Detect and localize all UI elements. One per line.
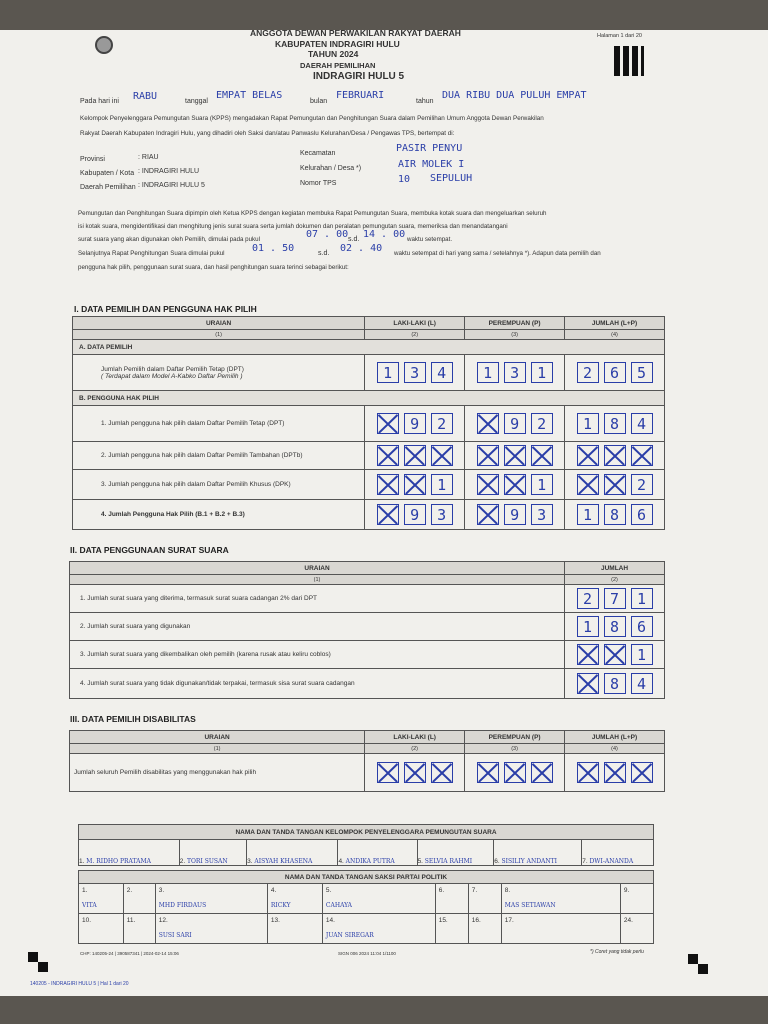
kpps-sign-5: 5. SELVIA RAHMI	[417, 840, 494, 866]
paragraph-line-5: pengguna hak pilih, penggunaan surat suara, dan hasil penghitungan suara terinci sebagai berikut:	[78, 264, 349, 271]
saksi-7: 7.	[468, 884, 501, 914]
s1-col-perempuan: PEREMPUAN (P)	[465, 317, 565, 330]
paragraph-line-3b: waktu setempat.	[407, 236, 453, 243]
corner-marker-left	[28, 952, 38, 962]
s1-b4-laki: 9 3	[365, 504, 464, 525]
s1-sub-b: B. PENGGUNA HAK PILIH	[73, 391, 665, 406]
s3-row-label: Jumlah seluruh Pemilih disabilitas yang menggunakan hak pilih	[70, 754, 365, 792]
paragraph-line-3: surat suara yang akan digunakan oleh Pemilih, dimulai pada pukul	[78, 236, 260, 243]
s2-row4-label: 4. Jumlah surat suara yang tidak digunakan/tidak terpakai, termasuk sisa surat suara cadangan	[70, 669, 565, 699]
saksi-sign-title: NAMA DAN TANDA TANGAN SAKSI PARTAI POLITIK	[79, 871, 654, 884]
s1-b4-label: 4. Jumlah Pengguna Hak Pilih (B.1 + B.2 + B.3)	[73, 500, 365, 530]
s3-jumlah	[565, 762, 664, 783]
kpps-sign-row	[79, 840, 654, 866]
saksi-3: 3. MHD FIRDAUS	[155, 884, 267, 914]
s3-colnum-3: (3)	[465, 744, 565, 754]
saksi-14: 14. JUAN SIREGAR	[322, 914, 435, 944]
kpps-sign-2: 2. TORI SUSAN	[179, 840, 246, 866]
bulan-label: bulan	[310, 98, 328, 105]
tps-number: 10	[398, 174, 411, 185]
footer-bottom-text: 140205 - INDRAGIRI HULU 5 | Hal 1 dari 20	[30, 981, 129, 987]
footer-center-code: SIGN 006 2024 11:04 1/1100	[338, 951, 396, 956]
form-logo	[95, 36, 113, 54]
tanggal-label: tanggal	[185, 98, 208, 105]
s2-colnum-2: (2)	[565, 575, 665, 585]
kpps-sign-1: 1. M. RIDHO PRATAMA	[79, 840, 180, 866]
section1-table	[72, 316, 665, 530]
s1-b3-perempuan: 1	[465, 474, 564, 495]
s1-dpt-jumlah: 2 6 5	[565, 362, 664, 383]
section1-title: I. DATA PEMILIH DAN PENGGUNA HAK PILIH	[74, 304, 257, 314]
sd-1: s.d.	[348, 236, 360, 243]
footer-left-code: CHP: 140205-24 | 390587341 | 2024-02-14 15:06	[80, 951, 179, 956]
saksi-1: 1. VITA	[79, 884, 124, 914]
s1-dpt-line-1: Jumlah Pemilih dalam Daftar Pemilih Tetap (DPT)	[101, 365, 244, 373]
start-time-2: 01 . 50	[252, 243, 295, 254]
saksi-12: 12. SUSI SARI	[155, 914, 267, 944]
s1-sub-a: A. DATA PEMILIH	[73, 340, 665, 355]
tps-text: SEPULUH	[430, 173, 473, 184]
paragraph-line-4b: waktu setempat di hari yang sama / setelahnya *). Adapun data pemilih dan	[394, 250, 601, 257]
tanggal-value: EMPAT BELAS	[216, 90, 283, 101]
saksi-15: 15.	[435, 914, 468, 944]
s1-b3-label: 3. Jumlah pengguna hak pilih dalam Daftar Pemilih Khusus (DPK)	[73, 470, 365, 500]
corner-marker-left-2	[38, 962, 48, 972]
provinsi-value: : RIAU	[138, 154, 159, 161]
saksi-13: 13.	[267, 914, 322, 944]
s1-b3-jumlah: 2	[565, 474, 664, 495]
tahun-label: tahun	[416, 98, 434, 105]
s3-laki	[365, 762, 464, 783]
signature-table	[78, 824, 654, 866]
s1-b3-laki: 1	[365, 474, 464, 495]
end-time-2: 02 . 40	[340, 243, 383, 254]
saksi-16: 16.	[468, 914, 501, 944]
paragraph-line-2: isi kotak suara, mengidentifikasi dan menghitung jenis surat suara serta jumlah dokumen dan peralatan pemungutan suara, memeriksa dan menandatangani	[78, 223, 508, 230]
s1-dpt-laki: 1 3 4	[365, 362, 464, 383]
saksi-5: 5. CAHAYA	[322, 884, 435, 914]
s1-colnum-1: (1)	[73, 330, 365, 340]
s1-col-uraian: URAIAN	[73, 317, 365, 330]
provinsi-label: Provinsi	[80, 156, 105, 163]
saksi-4: 4. RICKY	[267, 884, 322, 914]
s1-b2-label: 2. Jumlah pengguna hak pilih dalam Daftar Pemilih Tambahan (DPTb)	[73, 442, 365, 470]
tps-label: Nomor TPS	[300, 180, 337, 187]
s3-colnum-1: (1)	[70, 744, 365, 754]
form-paper	[0, 30, 768, 996]
saksi-10: 10.	[79, 914, 124, 944]
s3-perempuan	[465, 762, 564, 783]
s1-b1-label: 1. Jumlah pengguna hak pilih dalam Daftar Pemilih Tetap (DPT)	[73, 406, 365, 442]
saksi-6: 6.	[435, 884, 468, 914]
s2-row1-label: 1. Jumlah surat suara yang diterima, termasuk surat suara cadangan 2% dari DPT	[70, 585, 565, 613]
s2-row2-jumlah: 1 8 6	[565, 616, 664, 637]
saksi-row-1	[79, 884, 654, 914]
s1-b2-perempuan	[465, 445, 564, 466]
pada-hari-label: Pada hari ini	[80, 98, 119, 105]
s1-b1-jumlah: 1 8 4	[565, 413, 664, 434]
s1-colnum-3: (3)	[465, 330, 565, 340]
s1-b4-jumlah: 1 8 6	[565, 504, 664, 525]
bulan-value: FEBRUARI	[336, 90, 385, 101]
s1-dpt-label	[73, 355, 365, 391]
s1-dpt-line-2: ( Terdapat dalam Model A-Kabko Daftar Pemilih )	[101, 372, 243, 380]
footnote: *) Coret yang tidak perlu	[590, 949, 644, 955]
s2-row3-label: 3. Jumlah surat suara yang dikembalikan oleh pemilih (karena rusak atau keliru coblos)	[70, 641, 565, 669]
s2-row4-jumlah: 8 4	[565, 673, 664, 694]
section2-table	[69, 561, 665, 699]
dapil-location-value: : INDRAGIRI HULU 5	[138, 182, 205, 189]
s2-row3-jumlah: 1	[565, 644, 664, 665]
page-number: Halaman 1 dari 20	[597, 33, 642, 39]
dapil-location-label: Daerah Pemilihan	[80, 184, 136, 191]
saksi-table	[78, 870, 654, 944]
s3-colnum-2: (2)	[365, 744, 465, 754]
section3-title: III. DATA PEMILIH DISABILITAS	[70, 714, 196, 724]
dapil-label: DAERAH PEMILIHAN	[300, 61, 376, 70]
s2-row1-jumlah: 2 7 1	[565, 588, 664, 609]
paragraph-line-4: Selanjutnya Rapat Penghitungan Suara dimulai pukul	[78, 250, 225, 257]
section3-table	[69, 730, 665, 792]
s1-col-jumlah: JUMLAH (L+P)	[565, 317, 665, 330]
saksi-2: 2.	[123, 884, 155, 914]
s2-row2-label: 2. Jumlah surat suara yang digunakan	[70, 613, 565, 641]
kecamatan-label: Kecamatan	[300, 150, 336, 157]
s1-b2-laki	[365, 445, 464, 466]
kpps-sign-3: 3. AISYAH KHASENA	[247, 840, 338, 866]
paragraph-line-1: Pemungutan dan Penghitungan Suara dipimpin oleh Ketua KPPS dengan kegiatan membuka Rapat Pemungutan Suara, membuka kotak suara dan mengeluarkan seluruh	[78, 210, 547, 217]
s3-col-uraian: URAIAN	[70, 731, 365, 744]
s2-col-uraian: URAIAN	[70, 562, 565, 575]
s3-col-perempuan: PEREMPUAN (P)	[465, 731, 565, 744]
kpps-sign-4: 4. ANDIKA PUTRA	[338, 840, 417, 866]
tahun-value: DUA RIBU DUA PULUH EMPAT	[442, 90, 587, 101]
s1-b1-perempuan: 9 2	[465, 413, 564, 434]
kelurahan-value: AIR MOLEK I	[398, 159, 465, 170]
saksi-8: 8. MAS SETIAWAN	[501, 884, 620, 914]
kabupaten-value: : INDRAGIRI HULU	[138, 168, 200, 175]
intro-text-2: Rakyat Daerah Kabupaten Indragiri Hulu, yang dihadiri oleh Saksi dan/atau Panwaslu Kelurahan/Desa / Pengawas TPS, bertempat di:	[80, 130, 455, 137]
sd-2: s.d.	[318, 250, 330, 257]
qr-code	[614, 46, 644, 76]
kpps-sign-7: 7. DWI-ANANDA	[582, 840, 654, 866]
intro-text-1: Kelompok Penyelenggara Pemungutan Suara (KPPS) mengadakan Rapat Pemungutan dan Penghitungan Suara dalam Pemilihan Umum Anggota Dewan Perwakilan	[80, 115, 544, 122]
header-line3: TAHUN 2024	[308, 49, 359, 59]
kpps-sign-6: 6. SISILIY ANDANTI	[494, 840, 582, 866]
section2-title: II. DATA PENGGUNAAN SURAT SUARA	[70, 545, 229, 555]
s1-colnum-2: (2)	[365, 330, 465, 340]
s3-colnum-4: (4)	[565, 744, 665, 754]
corner-marker-right	[688, 954, 698, 964]
start-time-1: 07 . 00	[306, 229, 349, 240]
s3-col-jumlah: JUMLAH (L+P)	[565, 731, 665, 744]
s3-col-laki: LAKI-LAKI (L)	[365, 731, 465, 744]
saksi-24: 24.	[620, 914, 653, 944]
saksi-row-2	[79, 914, 654, 944]
s2-col-jumlah: JUMLAH	[565, 562, 665, 575]
dapil-name: INDRAGIRI HULU 5	[313, 71, 405, 82]
end-time-1: 14 . 00	[363, 229, 406, 240]
kelurahan-label: Kelurahan / Desa *)	[300, 165, 362, 172]
header-line2: KABUPATEN INDRAGIRI HULU	[275, 39, 400, 49]
s1-colnum-4: (4)	[565, 330, 665, 340]
s1-b1-laki: 9 2	[365, 413, 464, 434]
kecamatan-value: PASIR PENYU	[396, 143, 463, 154]
kpps-sign-title: NAMA DAN TANDA TANGAN KELOMPOK PENYELENGGARA PEMUNGUTAN SUARA	[79, 825, 654, 840]
saksi-11: 11.	[123, 914, 155, 944]
s1-b4-perempuan: 9 3	[465, 504, 564, 525]
corner-marker-right-2	[698, 964, 708, 974]
hari-value: RABU	[133, 91, 158, 102]
kabupaten-label: Kabupaten / Kota	[80, 170, 135, 177]
header-line1: ANGGOTA DEWAN PERWAKILAN RAKYAT DAERAH	[250, 28, 461, 38]
saksi-17: 17.	[501, 914, 620, 944]
s2-colnum-1: (1)	[70, 575, 565, 585]
s1-b2-jumlah	[565, 445, 664, 466]
s1-col-laki: LAKI-LAKI (L)	[365, 317, 465, 330]
s1-dpt-perempuan: 1 3 1	[465, 362, 564, 383]
saksi-9: 9.	[620, 884, 653, 914]
